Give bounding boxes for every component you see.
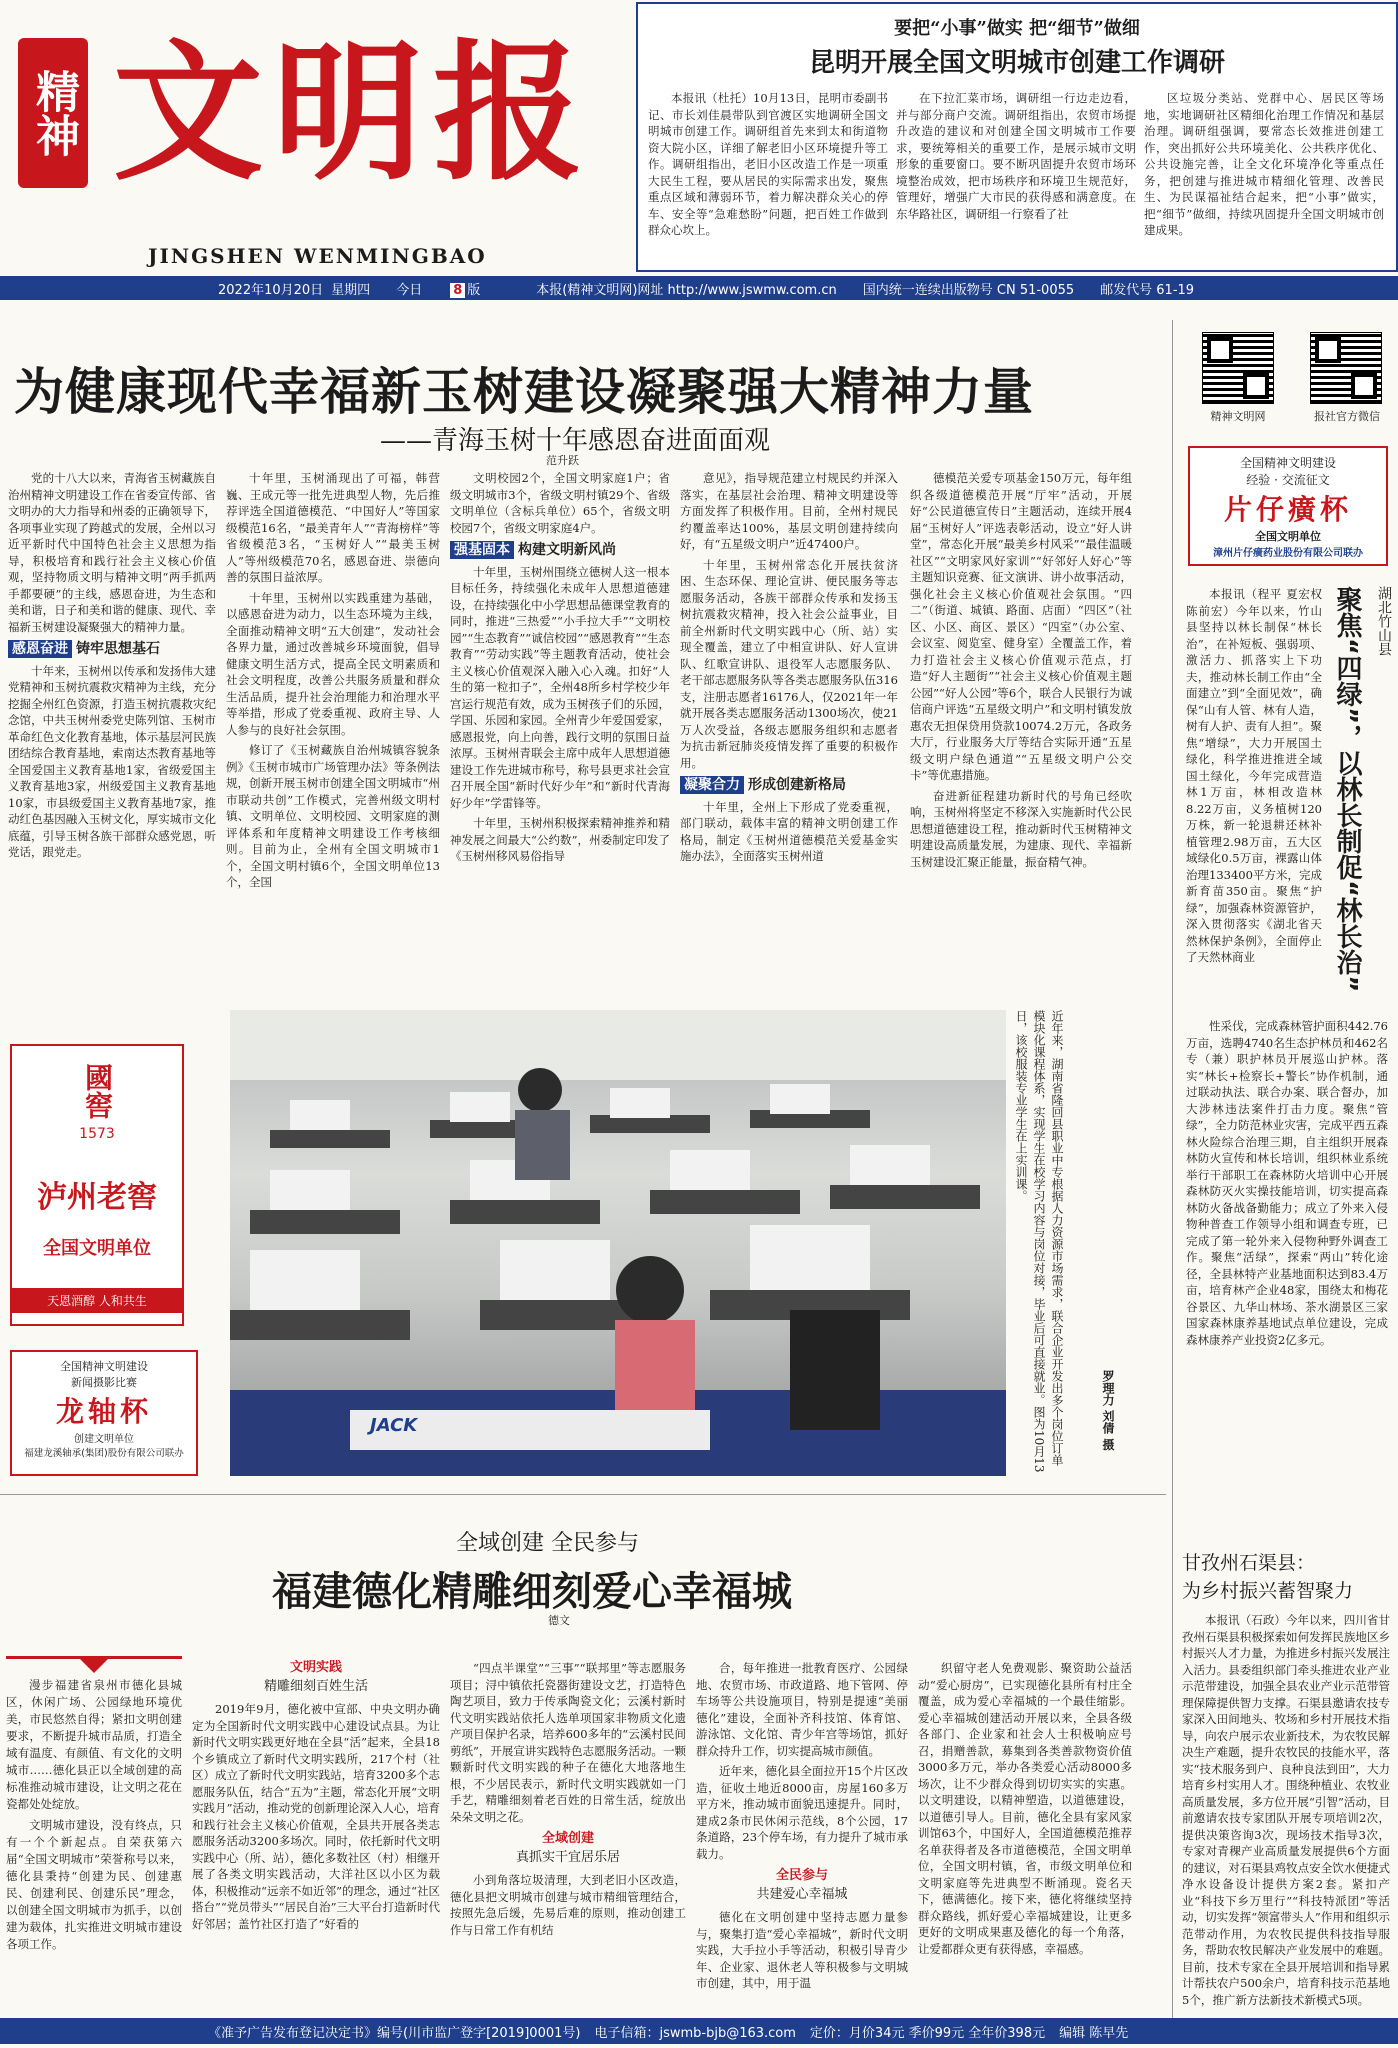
ad-pzh-line1: 全国精神文明建设 <box>1239 456 1336 470</box>
hubei-title-vertical <box>1330 586 1364 1016</box>
dehua-intro-p1: 漫步福建省泉州市德化县城区，休闲广场、公园绿地环境优美，市民悠然自得；紧扣文明创建要求，不断提升城市品质，打造全域有温度、有颜值、有文化的文明城市……德化县正以全域创建的高标准推动城市建设，让文明之花在瓷都处处绽放。 <box>6 1678 182 1811</box>
ad-pianzaihuang <box>1188 446 1388 566</box>
photo-brand-label: JACK <box>370 1415 418 1436</box>
logo-char-1: 文 <box>113 25 264 201</box>
dehua-col-d <box>918 1660 1132 2010</box>
ad-gj-unit: 全国文明单位 <box>43 1238 151 1259</box>
ad-pzh-brand: 片仔癀杯 <box>1223 493 1352 526</box>
logo-char-3: 报 <box>433 25 584 201</box>
ad-pzh-sub: 全国文明单位 <box>1255 530 1321 543</box>
footer-editor: 编辑 陈早先 <box>1059 2025 1129 2041</box>
ad-lz-company: 福建龙溪轴承(集团)股份有限公司联办 <box>24 1448 184 1459</box>
qr-label-2: 报社官方微信 <box>1314 410 1380 423</box>
qr-code-jswmw[interactable] <box>1202 332 1274 404</box>
footer-price: 定价：月价34元 季价99元 全年价398元 <box>809 2025 1046 2041</box>
lead-sub-2-rest: 构建文明新风尚 <box>518 542 616 558</box>
rule-under-lead <box>0 1494 1166 1495</box>
ad-lz-line2: 新闻摄影比赛 <box>71 1376 137 1389</box>
lead-c3-p1: 文明校园2个，全国文明家庭1户；省级文明城市3个，省级文明村镇29个、省级文明单位（含标兵单位）65个，省级文明校园7个，省级文明家庭4户。 <box>450 471 670 535</box>
logo-small-text: 精神 <box>28 69 79 157</box>
footer-email[interactable]: 电子信箱：jswmb-bjb@163.com <box>594 2025 796 2041</box>
hubei-body-1: 今年以来，竹山县坚持以林长制保“林长治”，在补短板、强弱项、激活力、抓落实上下功夫，推动林长制工作由“全面建立”到“全面见效”，确保“山有人管、林有人造，树有人护、责有人担”。聚焦“增绿”，大力开展国土绿化，科学推进推进全域国土绿化，今年完成营造林1万亩，林相改造林8.22万亩，义务植树120万株，新一轮退耕还林补植管理2.98万亩，五大区域绿化0.5万亩，裸露山体治理133400平方米，完成新育苗350亩。聚焦“护绿”，加强森林资源管护，深入贯彻落实《湖北省天然林保护条例》，全面停止了天然林商业 <box>1186 603 1322 964</box>
dehua-sub-a: 精雕细刻百姓生活 <box>263 1678 368 1694</box>
qr-code-wechat[interactable] <box>1310 332 1382 404</box>
lead-c3-p3: 十年里，玉树州积极探索精神推养和精神发展之间最大“公约数”，州委制定印发了《玉树州移风易俗指导 <box>450 816 670 863</box>
lead-c3-p2: 十年里，玉树州围绕立德树人这一根本目标任务，持续强化未成年人思想道德建设，在持续强化中小学思想品德课堂教育的同时，推进“三热爱”“小手拉大手”“文明校园”“生态教育”“诚信校园”“感恩教育”“生态教育”“劳动实践”等主题教育活动，使社会主义核心价值观深入融入心入魂。扣好“人生的第一粒扣子”，全州48所乡村学校少年宫运行规范有效，成为玉树孩子们的乐园，学国、乐园和家园。全州青少年爱国爱家，感恩报党，向上向善，践行文明的氛围日益浓厚。玉树州青联会主席中成年人思想道德建设工作先进城市称号，称号县更求社会宣召开展全国“新时代好少年”和“新时代青海好少年”学雷锋等。 <box>450 564 670 810</box>
dehua-title: 福建德化精雕细刻爱心幸福城 <box>272 1569 792 1615</box>
hubei-location-vertical <box>1374 586 1394 656</box>
dehua-byline: 德文 <box>548 1614 570 1627</box>
dehua-col-c3-p: 德化在文明创建中坚持志愿力量参与，聚集打造“爱心幸福城”，新时代文明实践，大手拉小手等活动，积极引导青少年、企业家、退休老人等积极参与文明城市创建，其中，用于温 <box>696 1910 908 1990</box>
lead-c4-p1: 意见》，指导规范建立村规民约并深入落实，在基层社会治理、精神文明建设等方面发挥了积极作用。目前，全州村规民约覆盖率达100%，基层文明创建持续向好，有“五星级文明户”近47400户。 <box>680 471 898 551</box>
top-story-box <box>636 2 1398 272</box>
top-story-col-3 <box>1144 90 1384 264</box>
dehua-col-a-p: 2019年9月，德化被中宣部、中央文明办确定为全国新时代文明实践中心建设试点县。为让新时代文明实践更好地在全县“活”起来，全县18个乡镇成立了新时代文明实践所，217个村（社区）成立了新时代文明实践站，培育3200多个志愿服务队伍，结合“五为”主题，常态化开展“文明实践月”活动，推动党的创新理论深入人心，培育和践行社会主义核心价值观，全县共开展各类志愿服务活动3200多场次。同时，依托新时代文明实践中心（所、站），德化多数社区（村）相继开展了各类文明实践活动，大洋社区以小区为载体，积极推动“远亲不如近邻”的理念，通过“社区搭台”“党员带头”“居民自治”三大平台打造新时代好邻居；盖竹社区打造了“好看的 <box>192 1702 440 1931</box>
hubei-location: 湖北竹山县 <box>1376 586 1392 656</box>
dehua-col-d-p: 织留守老人免费观影、聚资助公益活动“爱心厨房”，已实现德化县所有村庄全覆盖，成为爱心幸福城的一个最佳缩影。爱心幸福城创建活动开展以来，全县各级各部门、企业家和社会人士积极响应号召，捐赠善款，募集到各类善款物资价值3000多万元，举办各类爱心活动8000多场次，让不少群众得到切切实实的实惠。以文明建设，以精神塑造，以道德建设，以道德引导人。目前，德化全县有家风家训馆63个，中国好人，全国道德模范推荐名单获得者及各市道德模范，全国文明单位，全国文明村镇，省，市级文明单位和文明家庭等先进典型不断涌现。瓷名天下，德满德化。接下来，德化将继续坚持群众路线，抓好爱心幸福城建设，让更多更好的文明成果惠及德化的每一个角落，让爱都群众更有获得感，幸福感。 <box>918 1661 1132 1956</box>
dehua-sub-c-tag: 全民参与 <box>775 1868 828 1883</box>
top-story-col-2 <box>896 90 1136 264</box>
lead-c4-p2: 十年里，玉树州常态化开展扶贫济困、生态环保、理论宣讲、便民服务等志愿服务活动，各族干部群众传承和发扬玉树抗震救灾精神，投入社会公益事业，目前全州新时代文明实践中心（所、站）实现全覆盖，建立了中相宣讲队、好人宣讲队、红歌宣讲队、退役军人志愿服务队、老干部志愿服务队等各类志愿服务队伍316支，注册志愿者16176人，仅2021年一年就开展各类志愿服务活动1300场次，使21万人次受益，各级志愿服务组织和志愿者为抗击新冠肺炎疫情发挥了重要的积极作用。 <box>680 557 898 770</box>
dehua-intro-marker <box>80 1659 108 1673</box>
lead-col-3 <box>450 470 670 970</box>
footer-bar <box>0 2018 1398 2044</box>
lead-sub-3 <box>680 777 898 794</box>
rule-vertical-right <box>1172 320 1173 2020</box>
lead-sub-2-tag: 强基固本 <box>450 541 514 559</box>
dateline-bar <box>0 276 1398 300</box>
lead-c2-p2: 十年里，玉树州以实践重建为基础，以感恩奋进为动力，以生态环境为主线，全面推动精神文明“五大创建”，发动社会各界力量，通过改善城乡环境面貌，倡导健康文明生活方式，提高全民文明素质和社会文明程度，改善公共服务质量和群众生活品质，提升社会治理能力和治理水平等举措，形成了党委重视、政府主导、人人参与的良好社会氛围。 <box>226 590 440 737</box>
lead-col-4 <box>680 470 898 970</box>
ad-pzh-line2: 经验 · 交流征文 <box>1246 473 1330 487</box>
top-story-kicker: 要把“小事”做实 把“细节”做细 <box>894 18 1140 39</box>
lead-col-2 <box>226 470 440 970</box>
ganzi-title-1: 甘孜州石渠县： <box>1182 1552 1316 1574</box>
ad-guojiao <box>10 1044 184 1326</box>
qr-label-1: 精神文明网 <box>1210 410 1266 423</box>
hubei-col-2 <box>1186 1018 1388 1466</box>
lead-sub-1-rest: 铸牢思想基石 <box>76 641 160 657</box>
lead-c5-p1: 德模范关爱专项基金150万元，每年组织各级道德模范开展“厅牢”活动，开展好“公民道德宣传日”主题活动，连续开展4届“玉树好人”评选表彰活动，设立“好人讲堂”，常态化开展“最美乡村风采”“最佳温暖社区”“文明家风好家训”“好邻好人好心”等主题知识竞赛、征文演讲、讲小故事活动，强化社会主义核心价值观社会氛围。“四二”（街道、城镇、路面、店面）“四区”（社区、小区、商区、景区）“四室”（办公室、会议室、阅览室、健身室）全覆盖工作，着力打造社会主义核心价值观示范点，打造“好人主题街”“社会主义核心价值观主题公园”“好人公园”等6个，联合人民银行为诚信商户评选“五星级文明户”和文明村镇发放惠农无担保贷用贷款10074.2万元，各政务大厅，行业服务大厅等结合实际开通“五星级文明户绿色通道”“五星级文明户公交卡”等优惠措施。 <box>910 471 1132 782</box>
dehua-intro-p2: 文明城市建设，没有终点，只有一个个新起点。自荣获第六届“全国文明城市”荣誉称号以来，德化县秉持“创建为民、创建惠民、创建利民、创建乐民”理念，以创建全国文明城市为抓手，以创建为载体，扎实推进文明城市建设各项工作。 <box>6 1818 182 1951</box>
top-story-title: 昆明开展全国文明城市创建工作调研 <box>808 48 1225 78</box>
lead-sub-3-tag: 凝聚合力 <box>680 776 744 794</box>
hubei-text-2: 性采伐，完成森林管护面积442.76万亩，选聘4740名生态护林员和462名专（兼）职护林员开展巡山护林。落实“林长+检察长+警长”协作机制，通过联动执法、联合办案、联合督办，加大涉林违法案件打击力度。聚焦“管绿”，全力防范林业灾害，完成平西五森林火险综合治理三期，自主组织开展森林防火宣传和林长培训，组织林业系统举行干部职工在森林防火培训中心开展森林防灭火实操技能培训，切实提高森林防火备战备勤能力；成立了外来入侵物种普查工作领导小组和调查专班，已完成了第一轮外来入侵物种野外调查工作。聚焦“活绿”，探索“两山”转化途径，全县林特产业基地面积达到83.4万亩，培育林产企业48家，围绕太和梅花谷景区、九华山林场、茶水湖景区三家国家森林康养基地试点单位建设，完成森林康养产业投资2亿多元。 <box>1186 1019 1388 1347</box>
dehua-sub-c: 共建爱心幸福城 <box>756 1886 848 1902</box>
lead-col-5 <box>910 470 1132 970</box>
pages-suffix: 版 <box>467 282 481 298</box>
ad-longzhou <box>10 1350 198 1476</box>
footer-license: 《准予广告发布登记决定书》编号(川市监广登字[2019]0001号) <box>208 2025 581 2041</box>
ganzi-text: 本报讯（石政）今年以来，四川省甘孜州石渠县积极探索如何发挥民族地区乡村振兴人才力量，为推进乡村振兴发展注入活力。县委组织部门牵头推进农业产业示范带建设，加强全县农业产业示范带管理保障提供智力支撑。石渠县邀请农技专家深入田间地头、牧场和乡村开展技术指导，向农户展示农业新技术，为农牧民解决生产难题，提升农牧民的技能水平，落实“技术服务到户、良种良法到田”，大力培育乡村实用人才。围绕种植业、农牧业高质量发展，多方位开展“引智”活动，目前邀请农技专家团队开展专项培训2次，提供决策咨询3次，现场技术指导3次，专家对青稞产业高质量发展提供6个方面的建议，对石渠县鸡牧点安全饮水便捷式净水设备设计提供方案2套。紧扣产业“科技下乡万里行”“科技特派团”等活动，切实发挥“领富带头人”作用和组织示范带动作用，为农牧民提供科技指导服务，帮助农牧民解决产业发展中的难题。目前，技术专家在全县开展培训和指导累计帮扶农户500余户，培育科技示范基地5个，推广新方法新技术新模式5项。 <box>1182 1613 1390 2007</box>
photo-scene <box>230 1010 1006 1476</box>
ad-gj-brand-top: 國窖 <box>81 1063 114 1119</box>
ad-gj-year: 1573 <box>79 1126 115 1142</box>
dehua-kicker: 全域创建 全民参与 <box>456 1531 639 1556</box>
dehua-sub-b-tag: 全域创建 <box>541 1831 594 1846</box>
dehua-col-b2-p: 小到角落垃圾清理，大到老旧小区改造，德化县把文明城市创建与城市精细管理结合，按照先急后缓，先易后难的原则，推动创建工作与日常工作有机结 <box>450 1873 686 1937</box>
news-photo <box>230 1010 1006 1476</box>
masthead-pinyin: JINGSHEN WENMINGBAO <box>148 244 487 268</box>
lead-c1-p2: 十年来，玉树州以传承和发扬伟大建党精神和玉树抗震救灾精神为主线，充分挖掘全州红色资源，打造玉树抗震救灾纪念馆，中共玉树州委党史陈列馆、玉树市革命红色文化教育基地，体示基层河民族团结综合教育基地，索南达杰教育基地等全国爱国主义教育基地1家，省级爱国主义教育基地3家，州级爱国主义教育基地10家，市县级爱国主义教育基地7家，推动红色基因融入玉树文化，厚实城市文化底蕴，引导玉树各族干部群众感党恩，听党话，跟党走。 <box>8 663 216 859</box>
hubei-byline: 本报讯（程平 夏宏权 陈前宏） <box>1186 587 1322 618</box>
lead-byline: 范升跃 <box>546 454 579 467</box>
lead-subtitle: ——青海玉树十年感恩奋进面面观 <box>380 426 771 456</box>
ad-lz-line1: 全国精神文明建设 <box>60 1360 148 1373</box>
lead-sub-1 <box>8 641 216 658</box>
hubei-text-1 <box>1186 586 1322 966</box>
photo-caption: 近年来，湖南省隆回县职业中专根据人力资源市场需求，联合企业开发出多个岗位订单模块化课程体系，实现学生在校学习内容与岗位对接，毕业后可直接就业。图为10月13日，该校服装专业学生在上实训课。 <box>1014 1010 1064 1473</box>
lead-c2-p3: 修订了《玉树藏族自治州城镇容貌条例》《玉树市城市广场管理办法》等条例法规，创新开展玉树市创建全国文明城市“州市联动共创”工作模式，完善州级文明村镇、文明单位、文明校园、文明家庭的测评体系和年度精神文明建设工作考核细则。目前为止，全州有全国文明城市1个，全国文明村镇6个，全国文明单位13个，全国 <box>226 743 440 889</box>
dateline-issn: 国内统一连续出版物号 CN 51-0055 <box>862 282 1075 298</box>
dehua-intro-box <box>6 1656 182 2011</box>
pages-num: 8 <box>450 283 465 298</box>
lead-c5-p2: 奋进新征程建功新时代的号角已经吹响，玉树州将坚定不移深入实施新时代公民思想道德建设工程，推动新时代玉树精神文明建设高质量发展，为建康、现代、幸福新玉树建设汇聚正能量，振奋精气神。 <box>910 788 1132 869</box>
hubei-col-1 <box>1186 586 1322 1016</box>
lead-col-1 <box>8 470 216 970</box>
masthead <box>8 18 628 268</box>
dehua-intro-text <box>6 1677 182 1957</box>
lead-c2-p1: 十年里，玉树涌现出了可福，韩营巍、王成元等一批先进典型人物，先后推荐评选全国道德模范、“中国好人”等国家级模范16名，“最美青年人”“青海榜样”等省级模范3名，“玉树好人”“最美玉树人”等州级模范70名，感恩奋进、崇德向善的氛围日益浓厚。 <box>226 471 440 584</box>
ganzi-title-2: 为乡村振兴蓄智聚力 <box>1182 1580 1354 1602</box>
ad-pzh-company: 漳州片仔癀药业股份有限公司联办 <box>1213 548 1363 559</box>
photo-caption-vertical <box>1012 1010 1102 1476</box>
lead-sub-1-tag: 感恩奋进 <box>8 640 72 658</box>
dehua-col-c2-p: 近年来，德化县全面拉开15个片区改造，征收土地近8000亩，房屋160多万平方米，推动城市面貌迅速提升。同时，建成2条市民休闲示范线，8个公园，17条道路，23个停车场，有力提升了城市承载力。 <box>696 1764 908 1861</box>
ad-lz-brand: 龙轴杯 <box>55 1395 152 1428</box>
masthead-logo-small <box>18 38 88 188</box>
dehua-col-c-p: 合，每年推进一批教育医疗、公园绿地、农贸市场、市政道路、地下管网、停车场等公共设施项目，特别是提速“美丽德化”建设，全面补齐科技馆、体育馆、游泳馆、文化馆、青少年宫等场馆，抓好群众持升工作，切实提高城市颜值。 <box>696 1661 908 1758</box>
dateline-weekday: 星期四 <box>331 282 371 298</box>
top-story-text-3: 区垃圾分类站、党群中心、居民区等场地，实地调研社区精细化治理工作情况和基层治理。调研组强调，要常态长效推进创建工作，突出抓好公共环境美化、公共秩序优化、公共设施完善，让全文化环境净化等重点任务，把创建与推进城市精细化管理、改善民生、为民谋福祉结合起来，把“小事”做实，把“细节”做细，持续巩固提升全国文明城市创建成果。 <box>1144 91 1384 237</box>
dehua-col-a <box>192 1660 440 2010</box>
ad-lz-unit: 创建文明单位 <box>74 1434 134 1445</box>
top-story-text-1: 本报讯（杜托）10月13日，昆明市委副书记、市长刘佳晨带队到官渡区实地调研全国文明城市创建工作。调研组首先来到太和街道物资大院小区，详细了解老旧小区环境提升等工作。调研组指出，老旧小区改造工作是一项重大民生工程，要从居民的实际需求出发，聚焦重点区域和薄弱环节，着力解决群众关心的停车、安全等“急难愁盼”问题，把百姓工作做到群众心坎上。 <box>648 91 888 237</box>
top-story-col-1 <box>648 90 888 264</box>
photo-credit-vertical <box>1100 1370 1117 1450</box>
logo-char-2: 明 <box>273 25 424 201</box>
lead-title: 为健康现代幸福新玉树建设凝聚强大精神力量 <box>14 363 1034 421</box>
dateline-post: 邮发代号 61-19 <box>1100 282 1195 298</box>
ganzi-col <box>1182 1612 1390 2010</box>
photo-credit: 罗理力 刘倩 摄 <box>1101 1370 1115 1451</box>
dehua-sub-a-tag: 文明实践 <box>289 1660 342 1675</box>
lead-c1-p1: 党的十八大以来，青海省玉树藏族自治州精神文明建设工作在省委宣传部、省文明办的大力指导和州委的正确领导下，各项事业实现了跨越式的发展，全州以习近平新时代中国特色社会主义思想为指导，积极培育和践行社会主义核心价值观，坚持物质文明与精神文明“两手抓两手都要硬”的主线，感恩奋进，为生态和美和谐，日子和美和谐的健康、现代、幸福新玉树建设凝聚强大的精神力量。 <box>8 471 216 634</box>
dateline-date: 2022年10月20日 <box>218 282 324 298</box>
dateline-web[interactable]: 本报(精神文明网)网址 http://www.jswmw.com.cn <box>536 282 837 298</box>
dehua-sub-b: 真抓实干宜居乐居 <box>515 1849 620 1865</box>
lead-c4-p3: 十年里，全州上下形成了党委重视，部门联动，载体丰富的精神文明创建工作格局，制定《玉树州道德模范关爱基金实施办法》，全面落实玉树州道 <box>680 799 898 863</box>
ad-gj-brand: 泸州老窖 <box>37 1180 157 1215</box>
hubei-title: 聚焦“四绿”，以林长制促“林长治” <box>1332 586 1362 993</box>
ad-gj-slogan: 天恩酒醇 人和共生 <box>12 1288 182 1313</box>
lead-sub-2 <box>450 542 670 559</box>
dateline-pages <box>396 279 506 298</box>
top-story-text-2: 在下拉汇菜市场，调研组一行边走边看，并与部分商户交流。调研组指出，农贸市场提升改造的建议和对创建全国文明城市工作要求，要统筹相关的重要工作，是展示城市文明形象的重要窗口。要不断巩固提升农贸市场环境整治成效，把市场秩序和环境卫生规范好，管理好，增强广大市民的获得感和满意度。在东华路社区，调研组一行察看了社 <box>896 91 1136 221</box>
lead-sub-3-rest: 形成创建新格局 <box>748 777 846 793</box>
dehua-col-c <box>696 1660 908 2010</box>
dehua-col-b <box>450 1660 686 2010</box>
pages-prefix: 今日 <box>396 282 423 298</box>
dehua-col-b-p: “四点半课堂”“三事”“联邦里”等志愿服务项目；浔中镇依托瓷器街建设文艺，打造特色陶艺项目，致力于传承陶瓷文化；云溪村新时代文明实践站依托人选单项国家非物质文化遗产项目保护名录，培养600多年的“云溪村民间剪纸”，开展宣讲实践特色志愿服务活动。一颗颗新时代文明实践的种子在德化大地落地生根，不少居民表示，新时代文明实践就如一门手艺，精雕细刻着老百姓的日常生活，绽放出朵朵文明之花。 <box>450 1661 686 1824</box>
